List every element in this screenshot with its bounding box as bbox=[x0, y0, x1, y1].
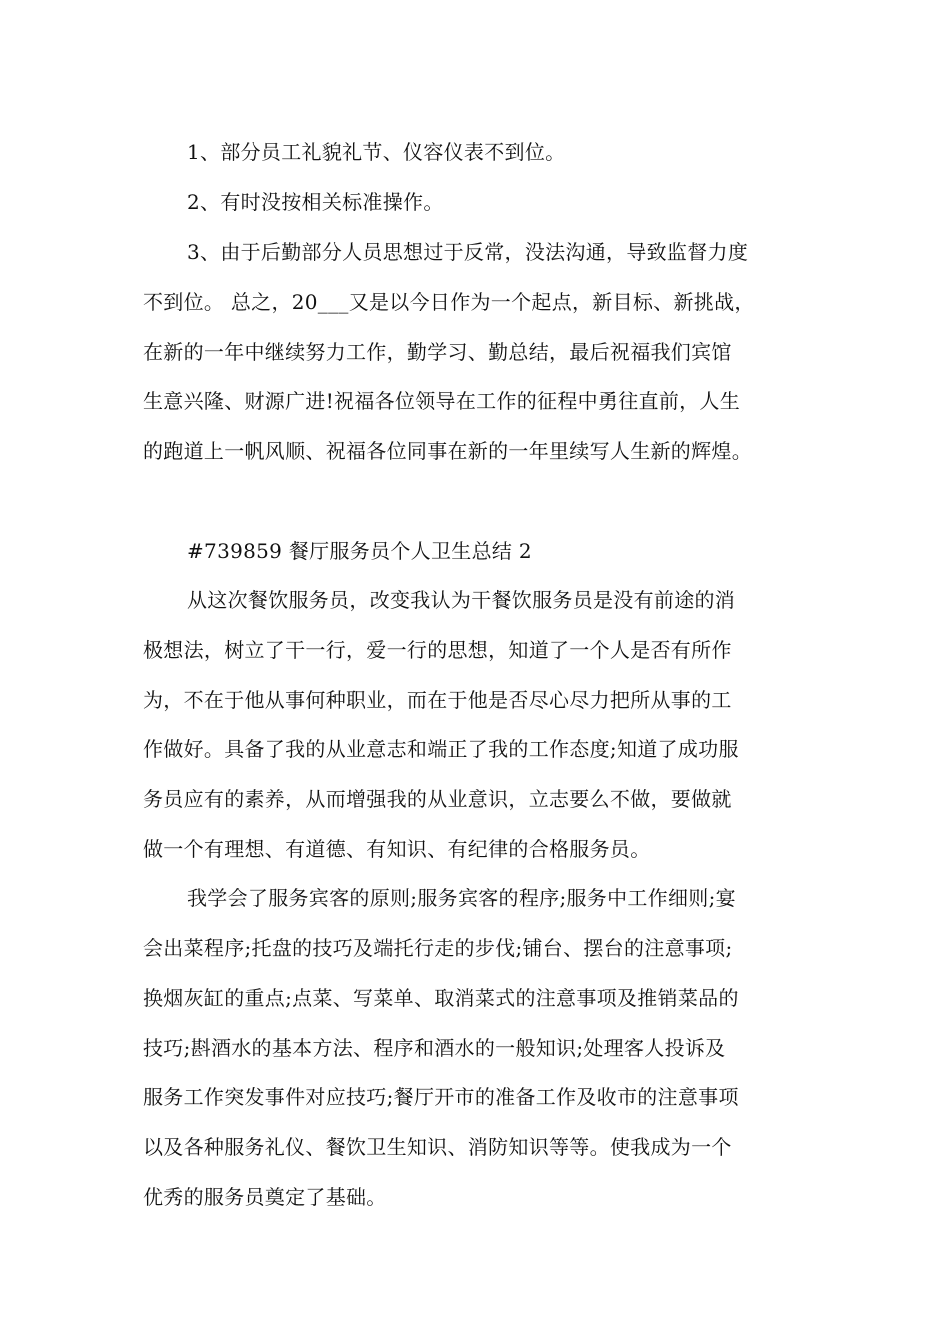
paragraph-line: 优秀的服务员奠定了基础。 bbox=[143, 1185, 387, 1209]
paragraph-line: 以及各种服务礼仪、餐饮卫生知识、消防知识等等。使我成为一个 bbox=[143, 1135, 732, 1159]
paragraph-line: 生意兴隆、财源广进!祝福各位领导在工作的征程中勇往直前，人生 bbox=[143, 389, 741, 413]
paragraph-line: 作做好。具备了我的从业意志和端正了我的工作态度;知道了成功服 bbox=[143, 737, 739, 761]
paragraph-line: 为，不在于他从事何种职业，而在于他是否尽心尽力把所从事的工 bbox=[143, 688, 732, 712]
paragraph-line: 3、由于后勤部分人员思想过于反常，没法沟通，导致监督力度 bbox=[187, 240, 749, 264]
paragraph-line: 在新的一年中继续努力工作，勤学习、勤总结，最后祝福我们宾馆 bbox=[143, 340, 732, 364]
paragraph-line: 从这次餐饮服务员，改变我认为干餐饮服务员是没有前途的消 bbox=[187, 588, 736, 612]
paragraph-line: 极想法，树立了干一行，爱一行的思想，知道了一个人是否有所作 bbox=[143, 638, 732, 662]
paragraph-line: 服务工作突发事件对应技巧;餐厅开市的准备工作及收市的注意事项 bbox=[143, 1085, 739, 1109]
list-item-1: 1、部分员工礼貌礼节、仪容仪表不到位。 bbox=[187, 140, 566, 164]
paragraph-line: 技巧;斟酒水的基本方法、程序和酒水的一般知识;处理客人投诉及 bbox=[143, 1036, 726, 1060]
paragraph-line: 不到位。 总之，20___又是以今日作为一个起点，新目标、新挑战， bbox=[143, 290, 755, 314]
list-item-2: 2、有时没按相关标准操作。 bbox=[187, 190, 444, 214]
section-heading: #739859 餐厅服务员个人卫生总结 2 bbox=[187, 539, 532, 563]
paragraph-line: 的跑道上一帆风顺、祝福各位同事在新的一年里续写人生新的辉煌。 bbox=[143, 439, 752, 463]
paragraph-line: 会出菜程序;托盘的技巧及端托行走的步伐;铺台、摆台的注意事项; bbox=[143, 936, 733, 960]
paragraph-line: 务员应有的素养，从而增强我的从业意识，立志要么不做，要做就 bbox=[143, 787, 732, 811]
paragraph-line: 换烟灰缸的重点;点菜、写菜单、取消菜式的注意事项及推销菜品的 bbox=[143, 986, 739, 1010]
paragraph-line: 做一个有理想、有道德、有知识、有纪律的合格服务员。 bbox=[143, 837, 651, 861]
paragraph-line: 我学会了服务宾客的原则;服务宾客的程序;服务中工作细则;宴 bbox=[187, 886, 736, 910]
